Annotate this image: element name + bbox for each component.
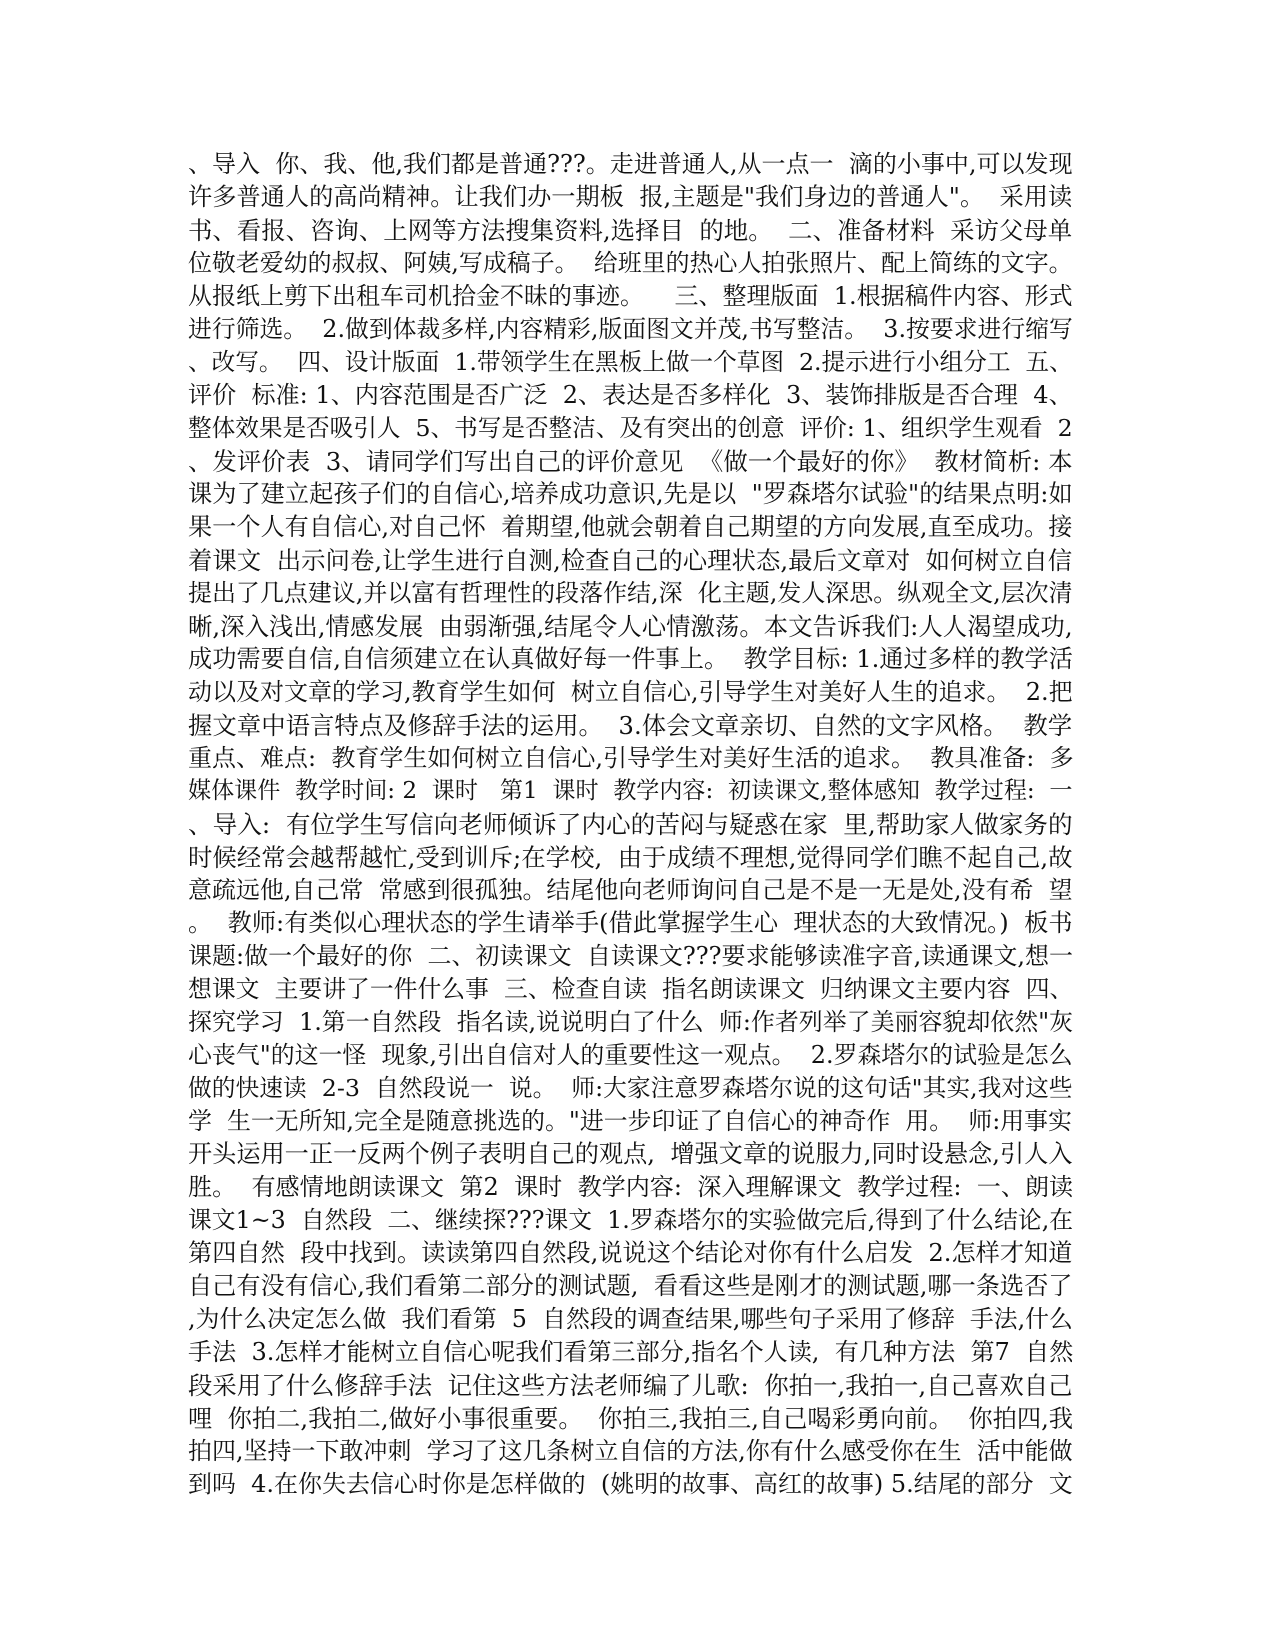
- text-line: 提出了几点建议,并以富有哲理性的段落作结,深 化主题,发人深思。纵观全文,层次清: [188, 579, 1073, 607]
- text-line: 果一个人有自信心,对自己怀 着期望,他就会朝着自己期望的方向发展,直至成功。接: [188, 513, 1073, 541]
- text-line: 重点、难点: 教育学生如何树立自信心,引导学生对美好生活的追求。 教具准备: 多: [188, 744, 1074, 772]
- text-line: 拍四,坚持一下敢冲刺 学习了这几条树立自信的方法,你有什么感受你在生 活中能做: [188, 1437, 1073, 1465]
- text-line: 晰,深入浅出,情感发展 由弱渐强,结尾令人心情激荡。本文告诉我们:人人渴望成功,: [188, 612, 1073, 641]
- text-line: 段采用了什么修辞手法 记住这些方法老师编了儿歌: 你拍一,我拍一,自己喜欢自己: [188, 1371, 1073, 1400]
- text-line: 自己有没有信心,我们看第二部分的测试题, 看看这些是刚才的测试题,哪一条选否了: [188, 1272, 1073, 1300]
- text-line: 握文章中语言特点及修辞手法的运用。 3.体会文章亲切、自然的文字风格。 教学: [188, 711, 1073, 740]
- text-line: 课为了建立起孩子们的自信心,培养成功意识,先是以 "罗森塔尔试验"的结果点明:如: [188, 480, 1073, 508]
- text-line: 课文1~3 自然段 二、继续探???课文 1.罗森塔尔的实验做完后,得到了什么结论,在: [188, 1206, 1074, 1234]
- text-line: 许多普通人的高尚精神。让我们办一期板 报,主题是"我们身边的普通人"。 采用读: [188, 183, 1073, 211]
- text-line: 探究学习 1.第一自然段 指名读,说说明白了什么 师:作者列举了美丽容貌却依然"灰: [188, 1008, 1074, 1036]
- text-line: 第四自然 段中找到。读读第四自然段,说说这个结论对你有什么启发 2.怎样才知道: [188, 1239, 1073, 1267]
- text-line: 心丧气"的这一怪 现象,引出自信对人的重要性这一观点。 2.罗森塔尔的试验是怎么: [188, 1041, 1073, 1069]
- text-line: 着课文 出示问卷,让学生进行自测,检查自己的心理状态,最后文章对 如何树立自信: [188, 546, 1073, 575]
- text-line: 、改写。 四、设计版面 1.带领学生在黑板上做一个草图 2.提示进行小组分工 五、: [188, 348, 1073, 376]
- text-line: 、发评价表 3、请同学们写出自己的评价意见 《做一个最好的你》 教材简析: 本: [188, 447, 1073, 476]
- text-line: 做的快速读 2-3 自然段说一 说。 师:大家注意罗森塔尔说的这句话"其实,我对这些: [188, 1074, 1073, 1102]
- text-line: 、导入: 有位学生写信向老师倾诉了内心的苦闷与疑惑在家 里,帮助家人做家务的: [188, 810, 1073, 839]
- text-line: 学 生一无所知,完全是随意挑选的。"进一步印证了自信心的神奇作 用。 师:用事实: [188, 1107, 1072, 1135]
- text-line: 。 教师:有类似心理状态的学生请举手(借此掌握学生心 理状态的大致情况。) 板书: [188, 909, 1073, 937]
- text-line: 动以及对文章的学习,教育学生如何 树立自信心,引导学生对美好人生的追求。 2.把: [188, 678, 1073, 706]
- text-line: 开头运用一正一反两个例子表明自己的观点, 增强文章的说服力,同时设悬念,引人入: [188, 1140, 1073, 1168]
- text-line: 、导入 你、我、他,我们都是普通???。走进普通人,从一点一 滴的小事中,可以发现: [188, 150, 1073, 178]
- text-line: 手法 3.怎样才能树立自信心呢我们看第三部分,指名个人读, 有几种方法 第7 自然: [188, 1338, 1074, 1366]
- text-line: 评价 标准: 1、内容范围是否广泛 2、表达是否多样化 3、装饰排版是否合理 4、: [188, 381, 1073, 409]
- text-line: 时候经常会越帮越忙,受到训斥;在学校, 由于成绩不理想,觉得同学们瞧不起自己,故: [188, 843, 1073, 872]
- text-line: 成功需要自信,自信须建立在认真做好每一件事上。 教学目标: 1.通过多样的教学活: [188, 645, 1073, 673]
- text-line: 意疏远他,自己常 常感到很孤独。结尾他向老师询问自己是不是一无是处,没有希 望: [188, 876, 1073, 904]
- document-page: [188, 148, 1078, 1501]
- text-line: 哩 你拍二,我拍二,做好小事很重要。 你拍三,我拍三,自己喝彩勇向前。 你拍四,我: [188, 1404, 1074, 1433]
- text-line: 进行筛选。 2.做到体裁多样,内容精彩,版面图文并茂,书写整洁。 3.按要求进行缩写: [188, 315, 1073, 343]
- text-line: 到吗 4.在你失去信心时你是怎样做的 (姚明的故事、高红的故事) 5.结尾的部分 文: [188, 1470, 1073, 1498]
- text-line: 课题:做一个最好的你 二、初读课文 自读课文???要求能够读准字音,读通课文,想一: [188, 942, 1074, 970]
- text-line: 从报纸上剪下出租车司机拾金不昧的事迹。 三、整理版面 1.根据稿件内容、形式: [188, 282, 1073, 310]
- text-line: 书、看报、咨询、上网等方法搜集资料,选择目 的地。 二、准备材料 采访父母单: [188, 216, 1073, 245]
- text-line: 位敬老爱幼的叔叔、阿姨,写成稿子。 给班里的热心人拍张照片、配上简练的文字。: [188, 249, 1073, 277]
- text-line: 想课文 主要讲了一件什么事 三、检查自读 指名朗读课文 归纳课文主要内容 四、: [188, 975, 1074, 1003]
- text-line: 整体效果是否吸引人 5、书写是否整洁、及有突出的创意 评价: 1、组织学生观看 2: [188, 414, 1073, 442]
- text-line: 媒体课件 教学时间: 2 课时 第1 课时 教学内容: 初读课文,整体感知 教学过程: 一: [188, 778, 1073, 804]
- text-line: ,为什么决定怎么做 我们看第 5 自然段的调查结果,哪些句子采用了修辞 手法,什么: [188, 1305, 1073, 1333]
- text-line: 胜。 有感情地朗读课文 第2 课时 教学内容: 深入理解课文 教学过程: 一、朗读: [188, 1173, 1074, 1201]
